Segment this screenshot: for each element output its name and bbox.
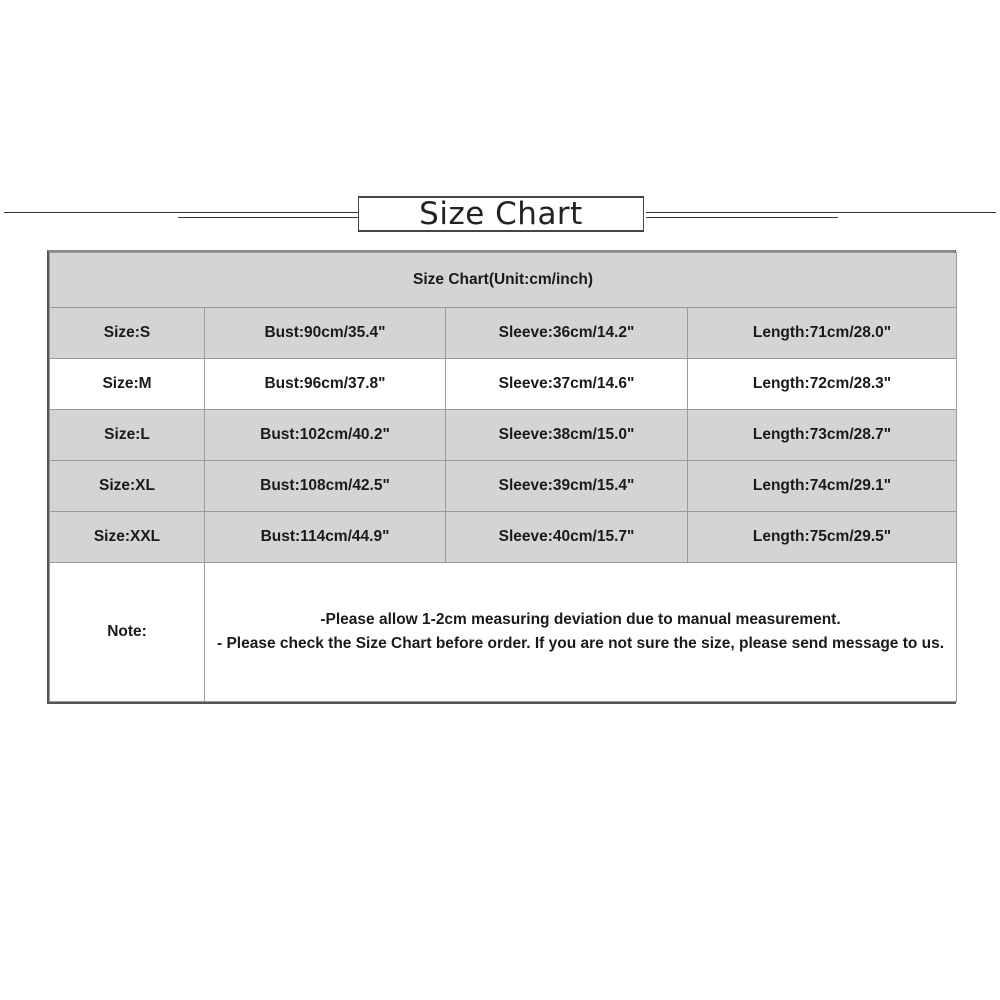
- size-cell: Size:XL: [50, 461, 205, 512]
- size-cell: Size:M: [50, 359, 205, 410]
- size-chart-table: [47, 250, 956, 704]
- table-caption-row: [50, 253, 957, 308]
- page-title: Size Chart: [419, 196, 583, 232]
- size-cell: Size:L: [50, 410, 205, 461]
- bust-cell: Bust:90cm/35.4": [205, 308, 446, 359]
- length-cell: Length:72cm/28.3": [688, 359, 957, 410]
- sleeve-cell: Sleeve:37cm/14.6": [446, 359, 688, 410]
- sleeve-cell: Sleeve:36cm/14.2": [446, 308, 688, 359]
- table-row: [50, 461, 957, 512]
- length-cell: Length:73cm/28.7": [688, 410, 957, 461]
- header-rule-left-short: [178, 217, 358, 218]
- table-row: [50, 308, 957, 359]
- size-cell: Size:XXL: [50, 512, 205, 563]
- table-row: [50, 512, 957, 563]
- bust-cell: Bust:114cm/44.9": [205, 512, 446, 563]
- bust-cell: Bust:102cm/40.2": [205, 410, 446, 461]
- note-line-2: - Please check the Size Chart before order. If you are not sure the size, please send message to us.: [217, 635, 945, 652]
- header-rule-left-long: [4, 212, 358, 213]
- note-label: Note:: [50, 563, 205, 702]
- header-rule-right-long: [646, 212, 996, 213]
- note-line-1: -Please allow 1-2cm measuring deviation due to manual measurement.: [320, 610, 841, 628]
- title-box: [358, 196, 644, 232]
- length-cell: Length:74cm/29.1": [688, 461, 957, 512]
- length-cell: Length:71cm/28.0": [688, 308, 957, 359]
- table-row: [50, 410, 957, 461]
- sleeve-cell: Sleeve:39cm/15.4": [446, 461, 688, 512]
- sleeve-cell: Sleeve:40cm/15.7": [446, 512, 688, 563]
- size-cell: Size:S: [50, 308, 205, 359]
- note-row: [50, 563, 957, 702]
- table-row: [50, 359, 957, 410]
- note-body: [205, 563, 957, 702]
- sleeve-cell: Sleeve:38cm/15.0": [446, 410, 688, 461]
- header-rule-right-short: [646, 217, 838, 218]
- table-caption: Size Chart(Unit:cm/inch): [50, 253, 957, 308]
- bust-cell: Bust:96cm/37.8": [205, 359, 446, 410]
- length-cell: Length:75cm/29.5": [688, 512, 957, 563]
- bust-cell: Bust:108cm/42.5": [205, 461, 446, 512]
